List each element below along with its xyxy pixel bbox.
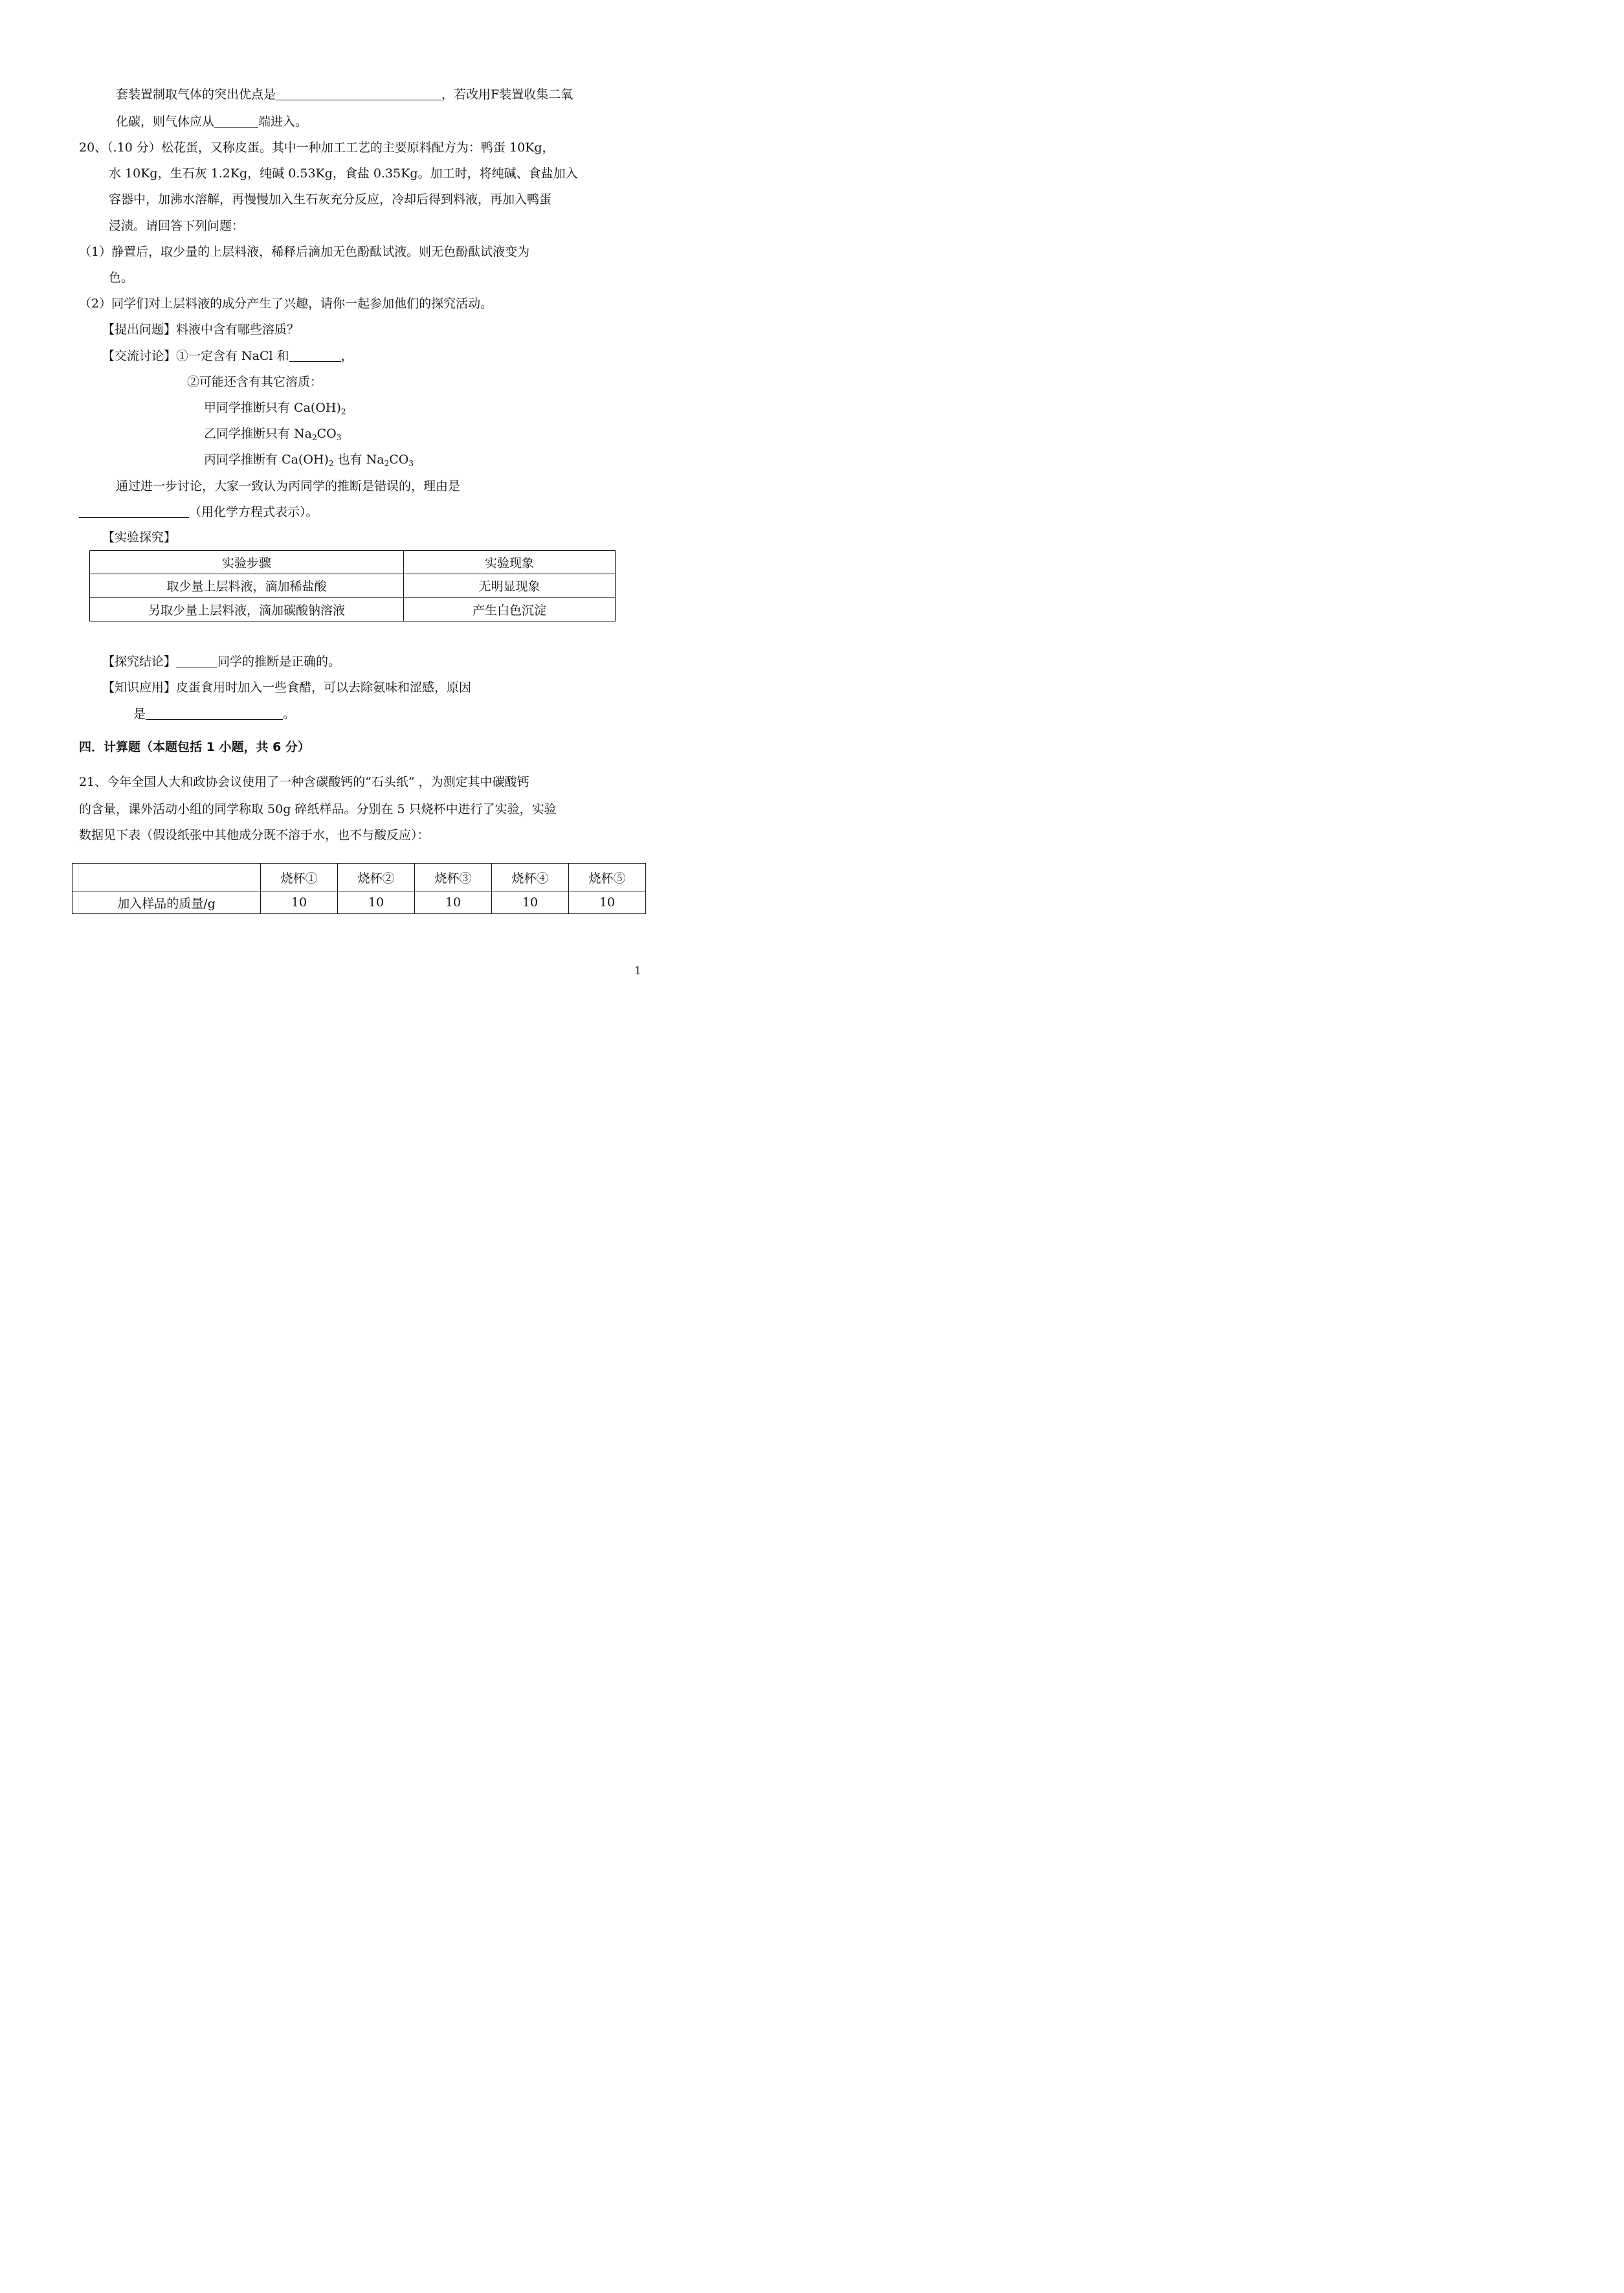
q20-yi-inference [204,426,341,442]
q20-yi-sub-1: 2 [312,433,317,442]
experiment-phenomenon-1: 无明显现象 [404,574,616,598]
exam-page [0,0,715,1011]
table-row [90,574,616,598]
beaker-header-3: 烧杯③ [415,864,492,891]
q19-text-b: ，若改用F装置收集二氧 [441,87,573,102]
q20-bing-sub-3: 3 [408,459,414,468]
q20-discuss-line [102,348,353,364]
q20-bing-sub-1: 2 [328,459,334,468]
q19-line-2 [116,114,307,129]
table-row [90,598,616,621]
q19-text-c: 化碳，则气体应从 [116,115,215,129]
experiment-header-steps: 实验步骤 [90,551,404,574]
beaker-header-2: 烧杯② [338,864,415,891]
q19-answer-blank-2[interactable] [214,114,258,128]
q20-bing-inference [204,452,414,467]
q20-intro-line-1: 20、（.10 分）松花蛋，又称皮蛋。其中一种加工工艺的主要原料配方为：鸭蛋 10Kg， [79,140,555,155]
q20-intro-line-2: 水 10Kg，生石灰 1.2Kg，纯碱 0.53Kg，食盐 0.35Kg。加工时，将纯碱、食盐加入 [109,166,578,181]
q20-part2: （2）同学们对上层料液的成分产生了兴趣，请你一起参加他们的探究活动。 [79,296,493,311]
q20-jia-text: 甲同学推断只有 Ca(OH) [204,401,341,415]
q20-intro-line-3: 容器中，加沸水溶解，再慢慢加入生石灰充分反应，冷却后得到料液，再加入鸭蛋 [109,192,552,207]
q20-conclusion-label: 【探究结论】 [102,654,177,669]
q20-yi-mid: CO [317,427,337,441]
q19-text-a: 套装置制取气体的突出优点是 [116,87,276,102]
beaker-header-1: 烧杯① [261,864,338,891]
q20-apply-end: 。 [283,707,296,721]
experiment-table [89,550,616,621]
q20-part1-line-1: （1）静置后，取少量的上层料液，稀释后滴加无色酚酞试液。则无色酚酞试液变为 [79,245,530,259]
beaker-header-4: 烧杯④ [492,864,569,891]
beaker-table-header [72,864,646,891]
q20-conclusion-line [102,654,340,669]
q21-line-1: 21、今年全国人大和政协会议使用了一种含碳酸钙的“石头纸” ，为测定其中碳酸钙 [79,775,529,789]
sample-mass-2: 10 [338,891,415,914]
q19-answer-blank-1[interactable] [276,87,441,100]
beaker-header-5: 烧杯⑤ [569,864,646,891]
q20-discuss-comma: ， [340,349,353,363]
q20-apply-line-2 [133,706,295,722]
q21-line-2: 的含量，课外活动小组的同学称取 50g 碎纸样品。分别在 5 只烧杯中进行了实验，实验 [79,802,557,816]
sample-mass-4: 10 [492,891,569,914]
q20-exp-title: 【实验探究】 [102,530,177,544]
q21-line-3: 数据见下表（假设纸张中其他成分既不溶于水，也不与酸反应）： [79,828,430,842]
q19-text-d: 端进入。 [258,115,308,129]
q20-possible: ②可能还含有其它溶质： [187,375,323,389]
q20-bing-sub-2: 2 [384,459,390,468]
experiment-step-1: 取少量上层料液，滴加稀盐酸 [90,574,404,598]
q20-intro-line-4: 浸渍。请回答下列问题： [109,219,245,233]
q20-part1-line-2: 色。 [109,271,134,285]
sample-mass-5: 10 [569,891,646,914]
q20-equation-line [79,504,318,520]
experiment-phenomenon-2: 产生白色沉淀 [404,598,616,621]
q20-yi-sub-2: 3 [336,433,342,442]
table-row [72,891,646,914]
page-number: 1 [634,965,641,978]
q20-apply-blank[interactable] [146,706,283,720]
beaker-table-corner [72,864,261,891]
sample-mass-1: 10 [261,891,338,914]
section-4-title: 四．计算题（本题包括 1 小题，共 6 分） [79,740,310,754]
beaker-data-table [72,863,646,914]
experiment-step-2: 另取少量上层料液，滴加碳酸钠溶液 [90,598,404,621]
q20-equation-blank[interactable] [79,504,189,518]
experiment-table-header [90,551,616,574]
sample-mass-label: 加入样品的质量/g [72,891,261,914]
q20-bing-mid: 也有 Na [333,453,384,467]
q20-jia-sub: 2 [340,407,346,416]
q20-apply-line-1: 【知识应用】皮蛋食用时加入一些食醋，可以去除氨味和涩感，原因 [102,680,472,695]
q20-bing-text: 丙同学推断有 Ca(OH) [204,453,329,467]
q20-discuss-more: 通过进一步讨论，大家一致认为丙同学的推断是错误的，理由是 [116,479,461,493]
q20-conclusion-blank[interactable] [176,654,217,667]
q19-line-1 [116,87,573,102]
q20-yi-text: 乙同学推断只有 Na [204,427,312,441]
q20-discuss-text: 【交流讨论】①一定含有 NaCl 和 [102,349,289,363]
experiment-header-phenomena: 实验现象 [404,551,616,574]
q20-solute-blank[interactable] [289,348,341,362]
q20-apply-text: 是 [133,707,146,721]
q20-bing-mid-2: CO [389,453,409,467]
q20-equation-hint: （用化学方程式表示）。 [189,505,318,519]
sample-mass-3: 10 [415,891,492,914]
q20-question: 【提出问题】料液中含有哪些溶质？ [102,322,300,337]
q20-conclusion-text: 同学的推断是正确的。 [217,654,341,669]
q20-jia-inference [204,400,346,416]
